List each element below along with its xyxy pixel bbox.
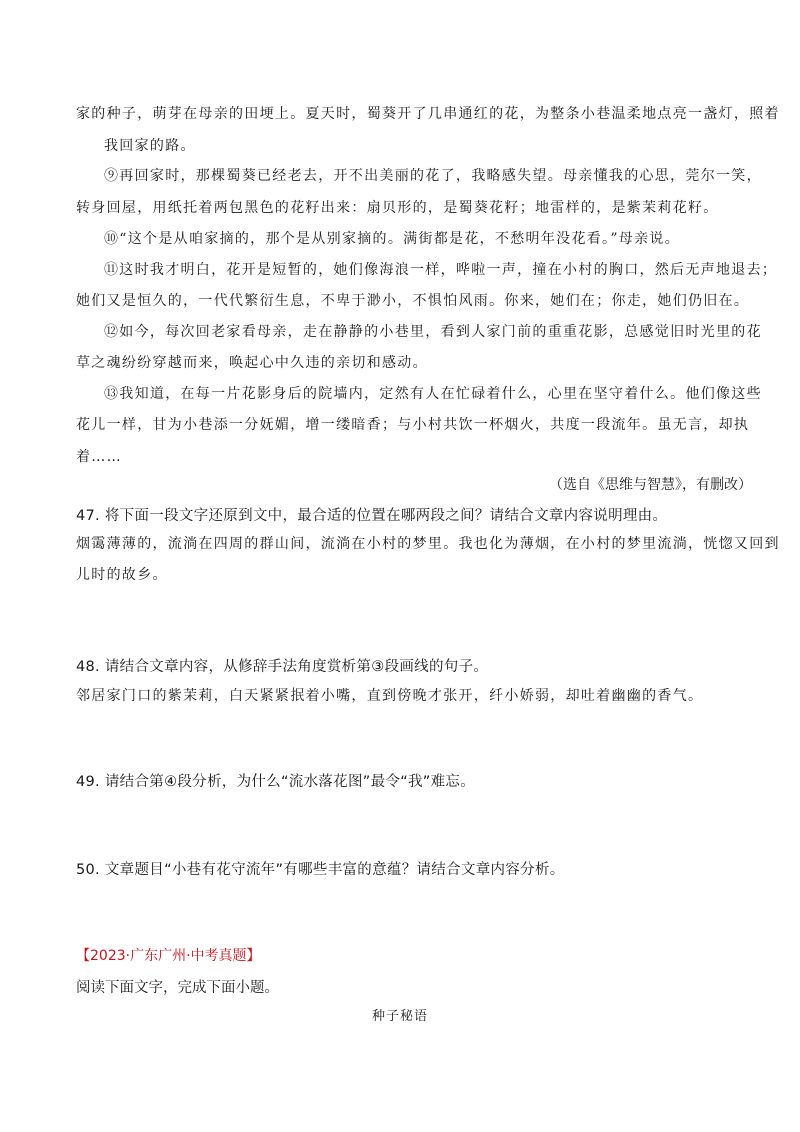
question-49-prompt: 49. 请结合第④段分析，为什么“流水落花图”最令“我”难忘。	[76, 774, 476, 790]
passage-line: 家的种子，萌芽在母亲的田埂上。夏天时，蜀葵开了几串通红的花，为整条小巷温柔地点亮一盏灯，照着	[76, 106, 780, 122]
passage-source: （选自《思维与智慧》，有删改）	[549, 477, 752, 493]
passage-line: 转身回屋，用纸托着两包黑色的花籽出来：扇贝形的，是蜀葵花籽；地雷样的，是紫茉莉花籽。	[76, 200, 719, 216]
passage-line: ⑬我知道，在每一片花影身后的院墙内，定然有人在忙碌着什么，心里在坚守着什么。他们像这些	[104, 386, 762, 402]
question-48-excerpt: 邻居家门口的紫茉莉，白天紧紧抿着小嘴，直到傍晚才张开，纤小娇弱，却吐着幽幽的香气。	[76, 688, 704, 704]
passage-line: ⑩“这个是从咱家摘的，那个是从别家摘的。满街都是花，不愁明年没花看。”母亲说。	[104, 231, 681, 247]
passage-line: 草之魂纷纷穿越而来，唤起心中久违的亲切和感动。	[76, 355, 428, 371]
exam-source-tag: 【2023·广东广州·中考真题】	[76, 948, 261, 964]
reading-instruction: 阅读下面文字，完成下面小题。	[76, 980, 279, 996]
passage-line: 着……	[76, 449, 122, 465]
question-48-prompt: 48. 请结合文章内容，从修辞手法角度赏析第③段画线的句子。	[76, 659, 489, 675]
passage-line: 我回家的路。	[104, 138, 196, 154]
passage-line: 花儿一样，甘为小巷添一分妩媚，增一缕暗香；与小村共饮一杯烟火，共度一段流年。虽无言，却执	[76, 417, 750, 433]
question-47-prompt: 47. 将下面一段文字还原到文中，最合适的位置在哪两段之间？请结合文章内容说明理由。	[76, 508, 668, 524]
passage-line: ⑨再回家时，那棵蜀葵已经老去，开不出美丽的花了，我略感失望。母亲懂我的心思，莞尔一笑，	[104, 168, 762, 184]
question-47-excerpt-line: 烟霭薄薄的，流淌在四周的群山间，流淌在小村的梦里。我也化为薄烟，在小村的梦里流淌，恍惚又回到	[76, 536, 780, 552]
passage-line: 她们又是恒久的，一代代繁衍生息，不卑于渺小，不惧怕风雨。你来，她们在；你走，她们仍旧在。	[76, 293, 750, 309]
article-title: 种子秘语	[371, 1009, 428, 1024]
passage-line: ⑪这时我才明白，花开是短暂的，她们像海浪一样，哗啦一声，撞在小村的胸口，然后无声地退去；	[104, 262, 778, 278]
question-47-excerpt-line: 儿时的故乡。	[76, 567, 168, 583]
question-50-prompt: 50. 文章题目“小巷有花守流年”有哪些丰富的意蕴？请结合文章内容分析。	[76, 862, 565, 878]
passage-line: ⑫如今，每次回老家看母亲，走在静静的小巷里，看到人家门前的重重花影，总感觉旧时光里的花	[104, 324, 762, 340]
